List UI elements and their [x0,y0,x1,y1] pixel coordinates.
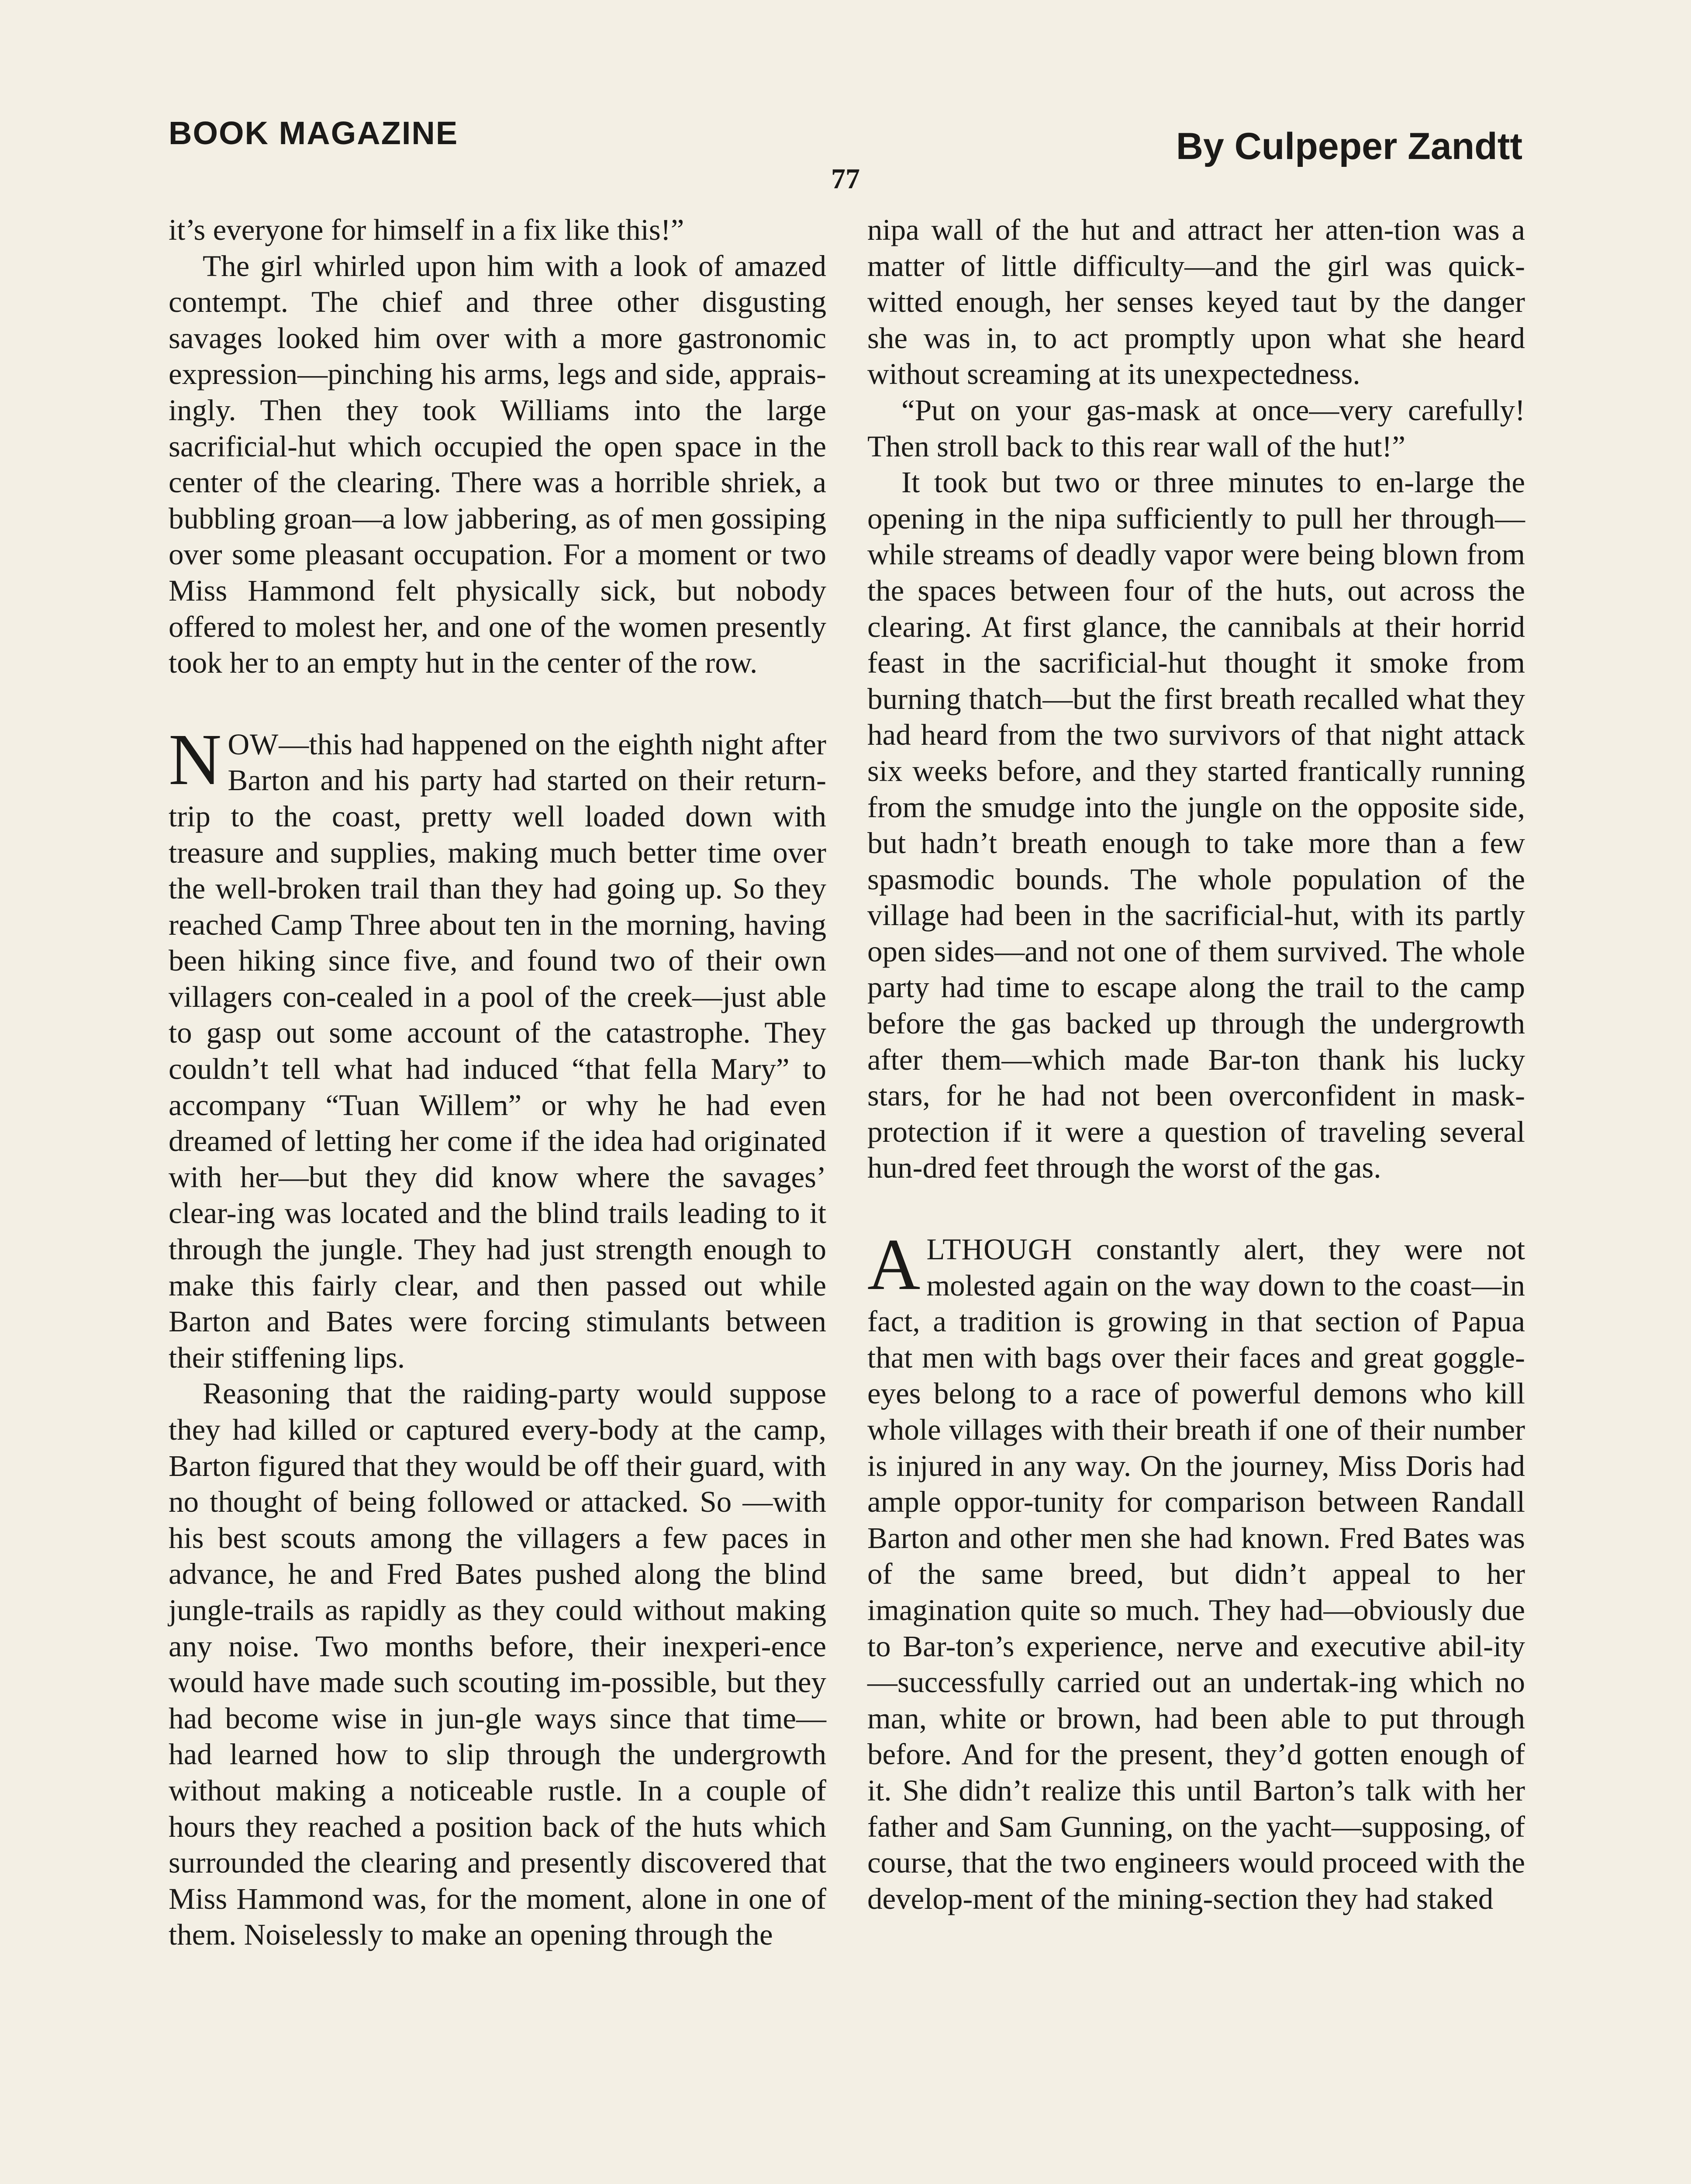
drop-cap: N [169,719,222,800]
right-column [867,212,1525,1917]
paragraph: It took but two or three minutes to en-large the opening in the nipa sufficiently to pull her through—while streams of deadly vapor were being blown from the spaces between four of the huts, out across the clearing. At first glance, the cannibals at their horrid feast in the sacrificial-hut thought it smoke from burning thatch—but the first breath recalled what they had heard from the two survivors of that night attack six weeks before, and they started frantically running from the smudge into the jungle on the opposite side, but hadn’t breath enough to take more than a few spasmodic bounds. The whole population of the village had been in the sacrificial-hut, with its partly open sides—and not one of them survived. The whole party had time to escape along the trail to the camp before the gas backed up through the undergrowth after them—which made Bar-ton thank his lucky stars, for he had not been overconfident in mask-protection if it were a question of traveling several hun-dred feet through the worst of the gas. [867,466,1525,1185]
left-column [169,212,826,1953]
running-head-author: By Culpeper Zandtt [1176,125,1522,167]
paragraph: “Put on your gas-mask at once—very carefully! Then stroll back to this rear wall of the hut!” [867,393,1525,463]
small-caps-lead: OW [228,727,279,761]
paragraph: The girl whirled upon him with a look of amazed contempt. The chief and three other disgusting savages looked him over with a more gastronomic expression—pinching his arms, legs and side, apprais-ingly. Then they took Williams into the large sacrificial-hut which occupied the open space in the center of the clearing. There was a horrible shriek, a bubbling groan—a low jabbering, as of men gossiping over some pleasant occupation. For a moment or two Miss Hammond felt physically sick, but nobody offered to molest her, and one of the women presently took her to an empty hut in the center of the row. [169,249,826,680]
paragraph-text: constantly alert, they were not molested again on the way down to the coast—in fact, a tradition is growing in that section of Papua that men with bags over their faces and great goggle-eyes belong to a race of powerful demons who kill whole villages with their breath if one of their number is injured in any way. On the journey, Miss Doris had ample oppor-tunity for comparison between Randall Barton and other men she had known. Fred Bates was of the same breed, but didn’t appeal to her imagination quite so much. They had—obviously due to Bar-ton’s experience, nerve and executive abil-ity—successfully carried out an undertak-ing which no man, white or brown, had been able to put through before. And for the present, they’d gotten enough of it. She didn’t realize this until Barton’s talk with her father and Sam Gunning, on the yacht—supposing, of course, that the two engineers would proceed with the develop-ment of the mining-section they had staked [867,1233,1525,1915]
running-head-magazine: BOOK MAGAZINE [169,115,459,151]
paragraph: Reasoning that the raiding-party would suppose they had killed or captured every-body at the camp, Barton figured that they would be off their guard, with no thought of being followed or attacked. So —with his best scouts among the villagers a few paces in advance, he and Fred Bates pushed along the blind jungle-trails as rapidly as they could without making any noise. Two months before, their inexperi-ence would have made such scouting im-possible, but they had become wise in jun-gle ways since that time—had learned how to slip through the undergrowth without making a noticeable rustle. In a couple of hours they reached a position back of the huts which surrounded the clearing and presently discovered that Miss Hammond was, for the moment, alone in one of them. Noiselessly to make an opening through the [169,1377,826,1952]
section-paragraph [867,1224,1525,1917]
paragraph-text: —this had happened on the eighth night after Barton and his party had started on their return-trip to the coast, pretty well loaded down with treasure and supplies, making much better time over the well-broken trail than they had going up. So they reached Camp Three about ten in the morning, having been hiking since five, and found two of their own villagers con-cealed in a pool of the creek—just able to gasp out some account of the catastrophe. They couldn’t tell what had induced “that fella Mary” to accompany “Tuan Willem” or why he had even dreamed of letting her come if the idea had originated with her—but they did know where the savages’ clear-ing was located and the blind trails leading to it through the jungle. They had just strength enough to make this fairly clear, and then passed out while Barton and Bates were forcing stimulants between their stiffening lips. [169,727,826,1374]
drop-cap: A [867,1224,921,1306]
small-caps-lead: LTHOUGH [926,1233,1073,1266]
paragraph: nipa wall of the hut and attract her atten-tion was a matter of little difficulty—and the girl was quick-witted enough, her senses keyed taut by the danger she was in, to act promptly upon what she heard without screaming at its unexpectedness. [867,213,1525,391]
paragraph: it’s everyone for himself in a fix like this!” [169,213,684,246]
page-number: 77 [831,163,860,195]
section-paragraph [169,719,826,1376]
